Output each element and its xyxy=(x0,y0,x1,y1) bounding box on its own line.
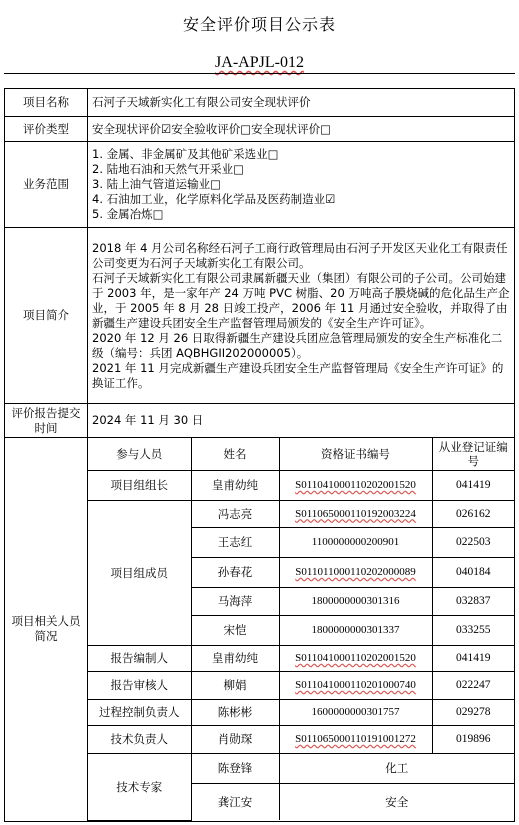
name-cell: 冯志亮 xyxy=(191,500,279,527)
header-name: 姓名 xyxy=(191,438,279,470)
reg-cell: 022503 xyxy=(432,527,514,557)
project-name-value: 石河子天域新实化工有限公司安全现状评价 xyxy=(88,89,515,117)
personnel-label: 项目相关人员简况 xyxy=(5,438,88,822)
name-cell: 陈登锋 xyxy=(191,753,279,783)
table-row xyxy=(88,470,514,500)
role-cell: 技术负责人 xyxy=(88,725,191,753)
name-cell: 陈彬彬 xyxy=(191,699,279,725)
name-cell: 皇甫幼纯 xyxy=(191,470,279,500)
expert-field-cell: 化工 xyxy=(279,753,514,783)
expert-role-cell: 技术专家 xyxy=(88,753,191,820)
header-cert: 资格证书编号 xyxy=(279,438,432,470)
name-cell: 马海萍 xyxy=(191,587,279,615)
cert-cell: S011065000110191001272 xyxy=(279,725,432,753)
cert-cell: 1600000000301757 xyxy=(279,699,432,725)
document-number: JA-APJL-012 xyxy=(215,54,304,71)
header-reg: 从业登记证编号 xyxy=(432,438,514,470)
reg-cell: 041419 xyxy=(432,470,514,500)
page-title: 安全评价项目公示表 xyxy=(182,15,336,34)
table-row xyxy=(88,671,514,699)
report-date-value: 2024 年 11 月 30 日 xyxy=(88,404,515,438)
role-cell: 报告编制人 xyxy=(88,645,191,671)
intro-text xyxy=(88,228,515,404)
list-item: 2. 陆地石油和天然气开采业□ xyxy=(92,162,244,176)
table-row xyxy=(88,725,514,753)
reg-cell: 041419 xyxy=(432,645,514,671)
role-cell: 报告审核人 xyxy=(88,671,191,699)
cert-cell: S011041000110202001520 xyxy=(279,470,432,500)
list-item: 5. 金属冶炼□ xyxy=(92,207,164,221)
personnel-cell xyxy=(88,438,515,822)
cert-cell: S011041000110201000740 xyxy=(279,671,432,699)
table-row xyxy=(88,645,514,671)
cert-cell: S011011000110202000089 xyxy=(279,557,432,587)
table-row xyxy=(88,699,514,725)
cert-cell: 1800000000301337 xyxy=(279,615,432,645)
name-cell: 孙春花 xyxy=(191,557,279,587)
project-name-label: 项目名称 xyxy=(5,89,88,117)
divider xyxy=(4,73,515,74)
name-cell: 肖勋琛 xyxy=(191,725,279,753)
name-cell: 王志红 xyxy=(191,527,279,557)
intro-paragraph: 2021 年 11 月完成新疆生产建设兵团安全生产监督管理局《安全生产许可证》的换证工作。 xyxy=(92,360,504,390)
eval-type-value: 安全现状评价☑安全验收评价□安全现状评价□ xyxy=(88,117,515,142)
business-scope-label: 业务范围 xyxy=(5,142,88,228)
reg-cell: 032837 xyxy=(432,587,514,615)
reg-cell: 040184 xyxy=(432,557,514,587)
reg-cell: 033255 xyxy=(432,615,514,645)
header-role: 参与人员 xyxy=(88,438,191,470)
cert-cell: S011065000110192003224 xyxy=(279,500,432,527)
expert-field-cell: 安全 xyxy=(279,783,514,820)
role-cell: 项目组组长 xyxy=(88,470,191,500)
publicity-table xyxy=(4,88,515,822)
name-cell: 皇甫幼纯 xyxy=(191,645,279,671)
cert-cell: S011041000110202001520 xyxy=(279,645,432,671)
name-cell: 龚江安 xyxy=(191,783,279,820)
list-item: 1. 金属、非金属矿及其他矿采选业□ xyxy=(92,147,279,161)
cert-cell: 1100000000200901 xyxy=(279,527,432,557)
reg-cell: 026162 xyxy=(432,500,514,527)
cert-cell: 1800000000301316 xyxy=(279,587,432,615)
name-cell: 宋恺 xyxy=(191,615,279,645)
list-item: 3. 陆上油气管道运输业□ xyxy=(92,177,221,191)
reg-cell: 022247 xyxy=(432,671,514,699)
list-item: 4. 石油加工业，化学原料化学品及医药制造业☑ xyxy=(92,192,336,206)
reg-cell: 029278 xyxy=(432,699,514,725)
business-scope-list xyxy=(88,142,515,228)
report-date-label: 评价报告提交时间 xyxy=(5,404,88,438)
eval-type-label: 评价类型 xyxy=(5,117,88,142)
intro-label: 项目简介 xyxy=(5,228,88,404)
intro-paragraph: 2020 年 12 月 26 日取得新疆生产建设兵团应急管理局颁发的安全生产标准化二级（编号：兵团 AQBHGII202000005）。 xyxy=(92,330,503,360)
role-cell: 项目组成员 xyxy=(88,500,191,645)
role-cell: 过程控制负责人 xyxy=(88,699,191,725)
name-cell: 柳娟 xyxy=(191,671,279,699)
intro-paragraph: 石河子天域新实化工有限公司隶属新疆天业（集团）有限公司的子公司。公司始建于 2003 年，是一家年产 24 万吨 PVC 树脂、20 万吨高子膜烧碱的危化品生产企业，于 2005 年 8 月 28 日竣工投产，2006 年 11 月通过安全验收，并取得了由新疆生产建设兵团安全生产监督管理局颁发的《安全生产许可证》。 xyxy=(92,270,510,330)
table-row xyxy=(88,753,514,783)
personnel-table xyxy=(88,438,514,821)
intro-paragraph: 2018 年 4 月公司名称经石河子工商行政管理局由石河子开发区天业化工有限责任公司变更为石河子天域新实化工有限公司。 xyxy=(92,240,508,270)
table-row xyxy=(88,500,514,527)
reg-cell: 019896 xyxy=(432,725,514,753)
